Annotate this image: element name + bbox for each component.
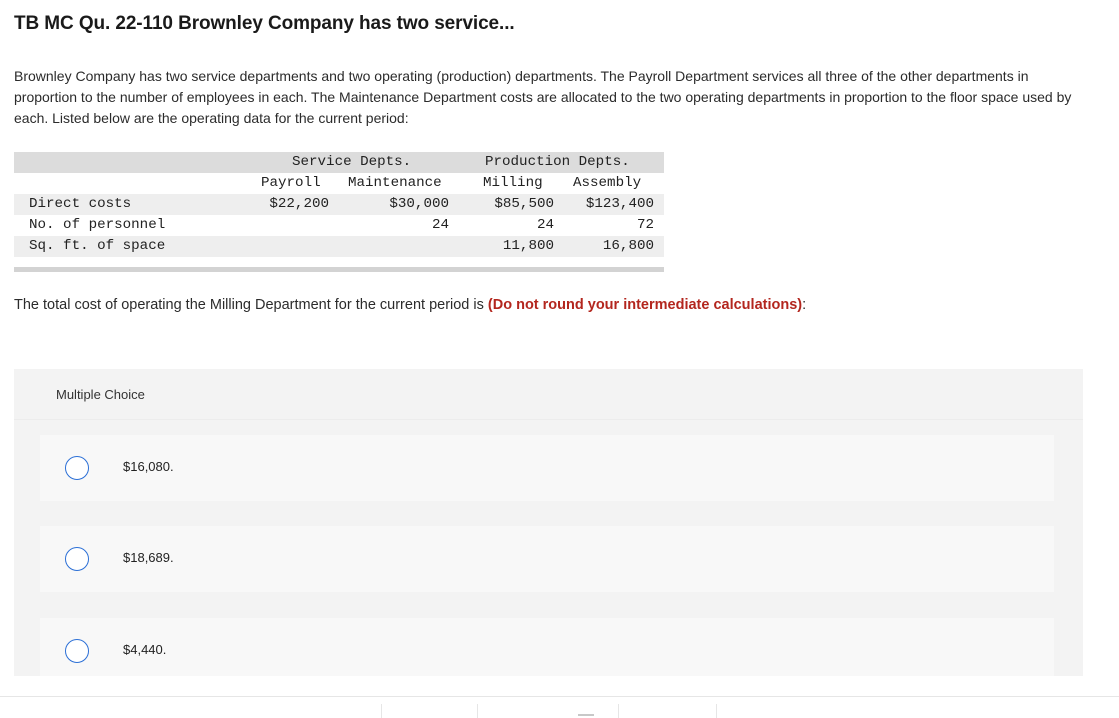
prompt-emphasis: (Do not round your intermediate calculations): [487, 297, 803, 313]
footer-handle: [578, 714, 594, 716]
row-label: Sq. ft. of space: [29, 238, 166, 254]
table-row-direct-costs: [14, 194, 664, 215]
radio-button[interactable]: [65, 639, 89, 663]
footer-separator: [381, 704, 382, 718]
footer-divider: [0, 696, 1119, 697]
footer-separator: [716, 704, 717, 718]
col-maintenance: Maintenance: [348, 175, 442, 191]
multiple-choice-panel: [14, 369, 1083, 676]
footer-separator: [618, 704, 619, 718]
group-service-depts: Service Depts.: [292, 154, 412, 170]
row-label: No. of personnel: [29, 217, 166, 233]
group-production-depts: Production Depts.: [485, 154, 630, 170]
cell-maintenance: $30,000: [389, 196, 449, 212]
cell-maintenance: 24: [431, 217, 449, 233]
choice-label: $4,440.: [123, 642, 167, 657]
cell-milling: 11,800: [502, 238, 554, 254]
question-title: TB MC Qu. 22-110 Brownley Company has two service...: [14, 13, 515, 34]
table-spacer: [14, 257, 664, 267]
choice-label: $18,689.: [123, 550, 174, 565]
question-text: Brownley Company has two service departments and two operating (production) departments. The Payroll Department services all three of the other departments in proportion to the number of employees in each. The Maintenance Department costs are allocated to the two operating departments in proportion to the floor space used by each. Listed below are the operating data for the current period:: [14, 68, 1072, 126]
col-assembly: Assembly: [573, 175, 642, 191]
row-label: Direct costs: [29, 196, 132, 212]
panel-divider: [14, 419, 1083, 420]
table-bottom-rule: [14, 267, 664, 272]
question-prompt: [14, 297, 806, 313]
choice-option-2[interactable]: [40, 526, 1054, 592]
radio-button[interactable]: [65, 456, 89, 480]
col-milling: Milling: [483, 175, 543, 191]
choice-option-3[interactable]: [40, 618, 1054, 676]
cell-milling: $85,500: [494, 196, 554, 212]
choice-label: $16,080.: [123, 459, 174, 474]
choice-option-1[interactable]: [40, 435, 1054, 501]
cell-assembly: $123,400: [585, 196, 654, 212]
prompt-end: :: [802, 297, 807, 313]
footer-separator: [477, 704, 478, 718]
cell-assembly: 72: [636, 217, 654, 233]
table-group-header-row: [14, 152, 664, 173]
prompt-text: The total cost of operating the Milling Department for the current period is: [14, 297, 488, 313]
radio-button[interactable]: [65, 547, 89, 571]
col-payroll: Payroll: [261, 175, 321, 191]
cell-assembly: 16,800: [602, 238, 654, 254]
cell-payroll: $22,200: [269, 196, 329, 212]
multiple-choice-header: Multiple Choice: [56, 387, 145, 402]
cell-milling: 24: [536, 217, 554, 233]
operating-data-table: [14, 152, 664, 272]
table-column-header-row: [14, 173, 664, 194]
table-row-personnel: [14, 215, 664, 236]
table-row-space: [14, 236, 664, 257]
